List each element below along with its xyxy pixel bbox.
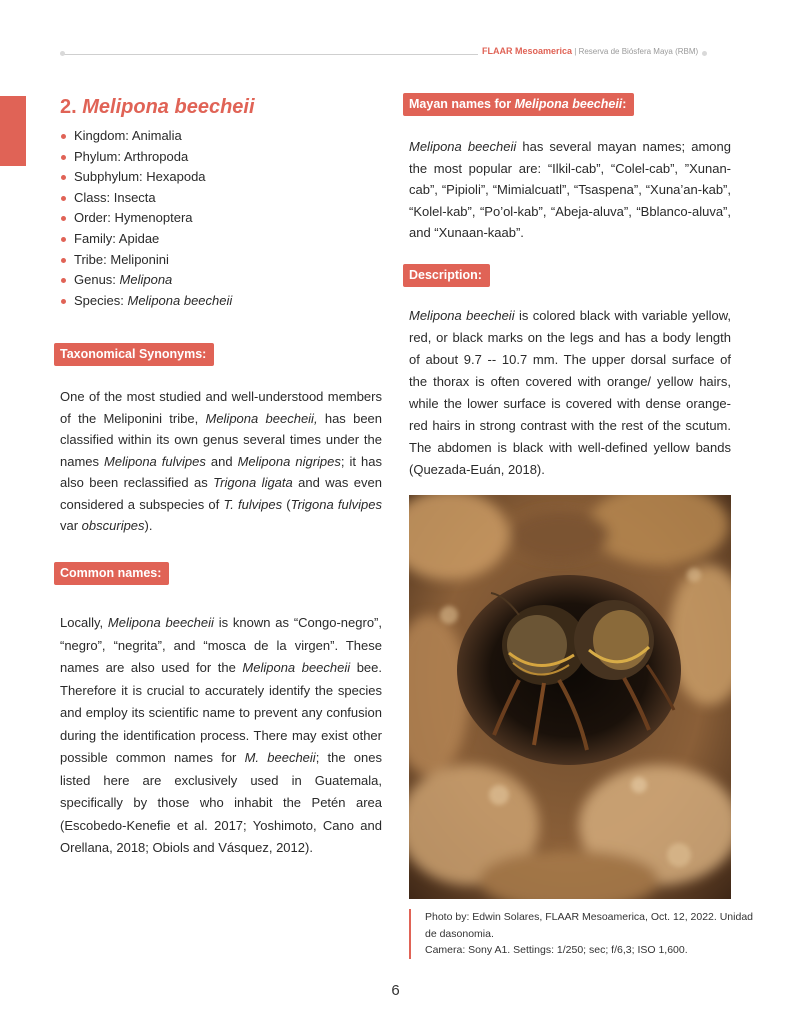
running-header (478, 46, 702, 56)
taxon-label: Order: (74, 210, 115, 226)
page-number: 6 (391, 982, 400, 999)
list-item (60, 126, 232, 147)
header-rule-dot-right (702, 51, 707, 56)
caption-credit: Photo by: Edwin Solares, FLAAR Mesoamerica, Oct. 12, 2022. Unidad de dasonomia. (425, 911, 753, 940)
list-item (60, 208, 232, 229)
text-run: One of the most studied and well-understood members of the Meliponini tribe, (60, 389, 382, 426)
list-item (60, 291, 232, 312)
header-separator: | (574, 47, 577, 56)
taxon-value: Apidae (118, 230, 160, 246)
text-run: Trigona ligata (213, 475, 293, 490)
list-item (60, 167, 232, 188)
text-run: M. beecheii (244, 750, 316, 765)
list-item (60, 250, 232, 271)
text-run: is known as “Congo-negro”, “negro”, “negrita”, and “mosca de la virgen”. These names are also used for the (60, 615, 382, 675)
text-run: is colored black with variable yellow, red, or black marks on the legs and has a body length of about 9.7 -- 10.7 mm. The upper dorsal surface of the thorax is often covered with orange/ yellow hairs, while the lower surface is covered with dense orange-red hairs in strong contrast with the rest of the scutum. The abdomen is black with well-defined yellow bands (Quezada-Euán, 2018). (409, 308, 731, 477)
taxon-value: Melipona beecheii (127, 292, 233, 308)
synonyms-paragraph (60, 386, 382, 537)
text-run: Melipona beecheii (409, 308, 515, 323)
description-paragraph (409, 305, 731, 481)
text-run: Melipona beecheii (242, 660, 351, 675)
text-run: and (205, 453, 238, 469)
text-run: Melipona beecheii (514, 97, 623, 111)
taxonomy-list (60, 126, 232, 311)
text-run: Trigona fulvipes (290, 496, 382, 512)
text-run: and was even considered a subspecies of (60, 475, 382, 512)
text-run: ; the ones listed here are exclusively used in Guatemala, specifically by those who inhabit the Petén area (Escobedo-Kenefie et al. 2017; Yoshimoto, Cano and Orellana, 2018; Obiols and Vásquez, 2012). (60, 750, 382, 855)
text-run: has several mayan names; among the most popular are: “Ilkil-cab”, “Colel-cab”, ”Xunan-cab”, “Pipioli”, “Mimialcuatl”, “Tsaspena”, “Xuna’an-kab”, “Kolel-kab”, “Po’ol-kab”, “Abeja-aluva”, “Bblanco-aluva”, and “Xunaan-kaab”. (409, 139, 732, 240)
description-heading: Description: (403, 264, 490, 287)
text-run: Melipona fulvipes (104, 453, 206, 469)
taxon-label: Species: (74, 292, 128, 308)
list-item (60, 270, 232, 291)
text-run: Locally, (60, 615, 108, 630)
text-run: bee. Therefore it is crucial to accurately identify the species and employ its scientific name to prevent any confusion during the identification process. There may exist other possible common names for (60, 660, 382, 765)
side-accent-tab (0, 96, 26, 166)
header-rule-dot-left (60, 51, 65, 56)
caption-camera: Camera: Sony A1. Settings: 1/250; sec; f/6,3; ISO 1,600. (425, 944, 688, 956)
taxon-label: Subphylum: (74, 169, 147, 185)
taxon-label: Genus: (74, 272, 120, 288)
taxon-label: Class: (74, 189, 114, 205)
text-run: ; it has also been reclassified as (60, 453, 382, 490)
taxon-label: Family: (74, 230, 119, 246)
text-run: has been classified within its own genus several times under the names (60, 410, 383, 469)
text-run: Melipona beecheii (107, 615, 214, 630)
taxon-label: Phylum: (74, 148, 124, 164)
section-species: Melipona beecheii (82, 96, 255, 118)
text-run: T. fulvipes (223, 496, 283, 512)
taxon-value: Meliponini (110, 251, 169, 267)
common-names-paragraph (60, 612, 382, 860)
taxon-value: Melipona (119, 272, 173, 288)
header-subtitle: Reserva de Biósfera Maya (RBM) (578, 47, 699, 56)
section-title (60, 96, 255, 119)
taxon-value: Animalia (131, 128, 182, 143)
list-item (60, 188, 232, 209)
text-run: ( (282, 496, 291, 512)
text-run: ). (144, 518, 153, 533)
taxon-value: Arthropoda (123, 148, 189, 164)
taxon-value: Hexapoda (146, 169, 206, 185)
photo-illustration (409, 495, 731, 899)
synonyms-heading: Taxonomical Synonyms: (54, 343, 214, 366)
text-run: Melipona nigripes (237, 453, 341, 469)
text-run: Melipona beecheii, (205, 410, 318, 426)
header-brand: FLAAR Mesoamerica (482, 46, 573, 56)
taxon-label: Tribe: (74, 251, 111, 267)
text-run: : (622, 97, 627, 111)
taxon-label: Kingdom: (74, 128, 132, 143)
text-run: Mayan names for (409, 97, 515, 111)
bee-nest-photo (409, 495, 731, 899)
taxon-value: Insecta (113, 189, 156, 205)
section-number: 2. (60, 96, 77, 118)
common-names-heading: Common names: (54, 562, 169, 585)
text-run: var (60, 518, 82, 533)
mayan-names-paragraph (409, 136, 731, 244)
mayan-names-heading (403, 93, 634, 116)
photo-caption (409, 909, 755, 959)
text-run: obscuripes (81, 518, 145, 533)
list-item (60, 229, 232, 250)
list-item (60, 147, 232, 168)
text-run: Melipona beecheii (409, 139, 517, 154)
taxon-value: Hymenoptera (114, 210, 193, 226)
